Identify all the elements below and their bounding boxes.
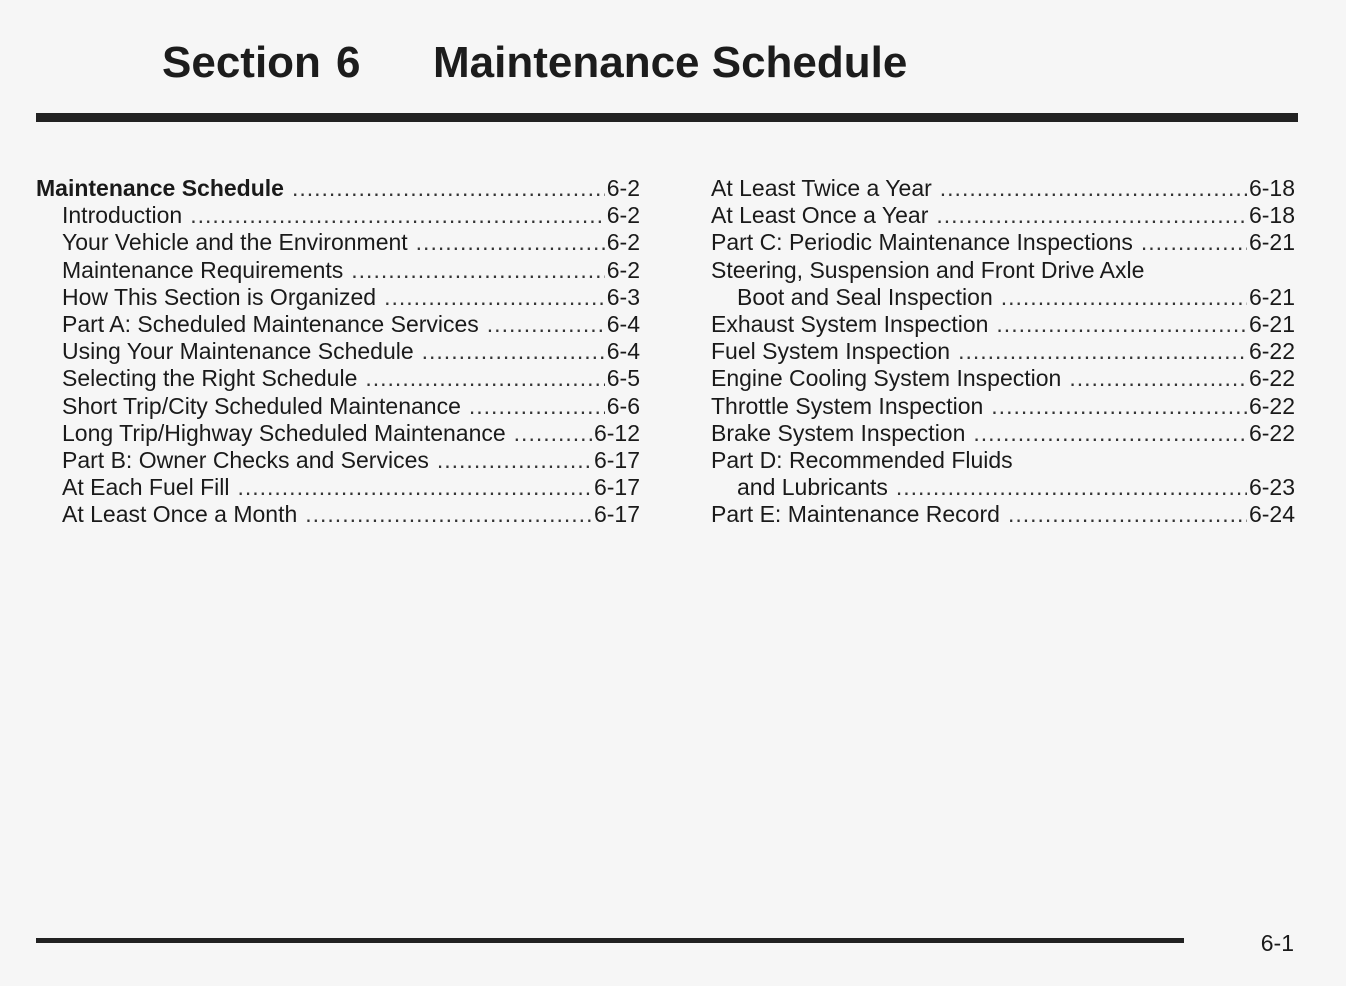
- toc-entry-text: At Each Fuel Fill: [62, 474, 230, 501]
- toc-entry-page: 6-2: [606, 202, 640, 229]
- toc-leader-dots: [940, 175, 1247, 202]
- toc-entry-text: How This Section is Organized: [62, 283, 377, 310]
- toc-leader-dots: [292, 175, 605, 202]
- toc-entry-text: At Least Once a Year: [711, 202, 929, 229]
- toc-entry[interactable]: [36, 393, 640, 420]
- toc-entry-page: 6-12: [593, 419, 640, 446]
- toc-leader-dots: [305, 501, 592, 528]
- toc-entry[interactable]: [36, 311, 640, 338]
- toc-entry[interactable]: [711, 338, 1295, 365]
- toc-entry[interactable]: [36, 474, 640, 501]
- toc-entry[interactable]: [711, 202, 1295, 229]
- toc-leader-dots: [1008, 501, 1247, 528]
- toc-entry-first-line[interactable]: Steering, Suspension and Front Drive Axle: [711, 256, 1145, 283]
- toc-entry[interactable]: [36, 257, 640, 284]
- toc-entry[interactable]: [711, 284, 1295, 311]
- toc-entry[interactable]: [36, 284, 640, 311]
- toc-entry-page: 6-21: [1248, 283, 1295, 310]
- toc-entry-page: 6-2: [606, 175, 640, 201]
- toc-entry[interactable]: [36, 338, 640, 365]
- toc-entry[interactable]: [711, 474, 1295, 501]
- toc-entry[interactable]: [36, 420, 640, 447]
- toc-entry-page: 6-4: [606, 338, 640, 365]
- toc-leader-dots: [996, 311, 1247, 338]
- toc-entry[interactable]: [36, 175, 640, 202]
- toc-right-column: [711, 175, 1295, 528]
- page-number: 6-1: [1260, 930, 1294, 956]
- toc-leader-dots: [384, 284, 605, 311]
- toc-leader-dots: [487, 311, 605, 338]
- section-label: Section: [162, 38, 321, 87]
- toc-entry-page: 6-22: [1248, 338, 1295, 365]
- toc-entry-page: 6-23: [1248, 474, 1295, 501]
- toc-entry-page: 6-2: [606, 256, 640, 283]
- toc-entry-text: Part B: Owner Checks and Services: [62, 446, 429, 473]
- toc-entry[interactable]: [36, 501, 640, 528]
- toc-leader-dots: [1141, 229, 1247, 256]
- toc-entry-text: Selecting the Right Schedule: [62, 365, 358, 392]
- toc-entry-text: Long Trip/Highway Scheduled Maintenance: [62, 419, 506, 446]
- toc-entry[interactable]: [711, 365, 1295, 392]
- toc-leader-dots: [469, 393, 605, 420]
- toc-entry[interactable]: [711, 420, 1295, 447]
- toc-entry[interactable]: [36, 447, 640, 474]
- toc-entry-page: 6-6: [606, 392, 640, 419]
- toc-entry[interactable]: [711, 501, 1295, 528]
- toc-entry-first-line[interactable]: Part D: Recommended Fluids: [711, 446, 1013, 473]
- toc-leader-dots: [416, 229, 605, 256]
- toc-entry-page: 6-22: [1248, 392, 1295, 419]
- toc-entry-text: Engine Cooling System Inspection: [711, 365, 1062, 392]
- toc-entry-page: 6-24: [1248, 501, 1295, 528]
- toc-entry-page: 6-18: [1248, 175, 1295, 201]
- toc-entry-page: 6-22: [1248, 419, 1295, 446]
- toc-entry-page: 6-22: [1248, 365, 1295, 392]
- toc-leader-dots: [437, 447, 592, 474]
- toc-entry-text: Boot and Seal Inspection: [737, 283, 993, 310]
- toc-entry-text: Part A: Scheduled Maintenance Services: [62, 310, 479, 337]
- toc-leader-dots: [365, 365, 604, 392]
- toc-leader-dots: [514, 420, 592, 447]
- toc-entry-page: 6-17: [593, 446, 640, 473]
- toc-leader-dots: [896, 474, 1247, 501]
- toc-entry[interactable]: [711, 175, 1295, 202]
- toc-entry-text: Throttle System Inspection: [711, 392, 984, 419]
- toc-leader-dots: [422, 338, 605, 365]
- toc-leader-dots: [1069, 365, 1247, 392]
- toc-left-column: [36, 175, 640, 528]
- toc-entry-text: At Least Once a Month: [62, 501, 298, 528]
- toc-entry[interactable]: [711, 393, 1295, 420]
- toc-entry-page: 6-2: [606, 229, 640, 256]
- toc-entry-page: 6-17: [593, 501, 640, 528]
- toc-leader-dots: [958, 338, 1247, 365]
- toc-entry-text: Part E: Maintenance Record: [711, 501, 1000, 528]
- toc-entry-text: Your Vehicle and the Environment: [62, 229, 408, 256]
- toc-entry-page: 6-17: [593, 474, 640, 501]
- toc-leader-dots: [237, 474, 592, 501]
- toc-entry-text: Exhaust System Inspection: [711, 310, 989, 337]
- toc-leader-dots: [991, 393, 1247, 420]
- section-title: Maintenance Schedule: [433, 38, 908, 87]
- toc-entry-text: At Least Twice a Year: [711, 175, 932, 201]
- toc-entry-text: Using Your Maintenance Schedule: [62, 338, 414, 365]
- toc-entry[interactable]: [711, 311, 1295, 338]
- toc-entry-page: 6-5: [606, 365, 640, 392]
- header-rule: [36, 113, 1298, 122]
- toc-entry-text: and Lubricants: [737, 474, 888, 501]
- toc-entry-page: 6-3: [606, 283, 640, 310]
- toc-entry-text: Short Trip/City Scheduled Maintenance: [62, 392, 461, 419]
- toc-entry-page: 6-18: [1248, 202, 1295, 229]
- toc-entry-text: Maintenance Schedule: [36, 175, 284, 201]
- toc-leader-dots: [1001, 284, 1247, 311]
- toc-leader-dots: [936, 202, 1247, 229]
- toc-entry-text: Part C: Periodic Maintenance Inspections: [711, 229, 1133, 256]
- section-number: 6: [336, 38, 361, 87]
- toc-entry-text: Fuel System Inspection: [711, 338, 951, 365]
- toc-entry-text: Brake System Inspection: [711, 419, 966, 446]
- toc-leader-dots: [351, 257, 604, 284]
- toc-entry[interactable]: [711, 229, 1295, 256]
- toc-entry-page: 6-21: [1248, 229, 1295, 256]
- toc-entry-text: Maintenance Requirements: [62, 256, 344, 283]
- toc-entry-page: 6-4: [606, 310, 640, 337]
- toc-entry-text: Introduction: [62, 202, 183, 229]
- toc-leader-dots: [190, 202, 605, 229]
- toc-entry[interactable]: [36, 365, 640, 392]
- toc-leader-dots: [973, 420, 1247, 447]
- toc-entry-page: 6-21: [1248, 310, 1295, 337]
- toc-entry[interactable]: [36, 202, 640, 229]
- footer-rule: [36, 938, 1184, 943]
- toc-entry[interactable]: [36, 229, 640, 256]
